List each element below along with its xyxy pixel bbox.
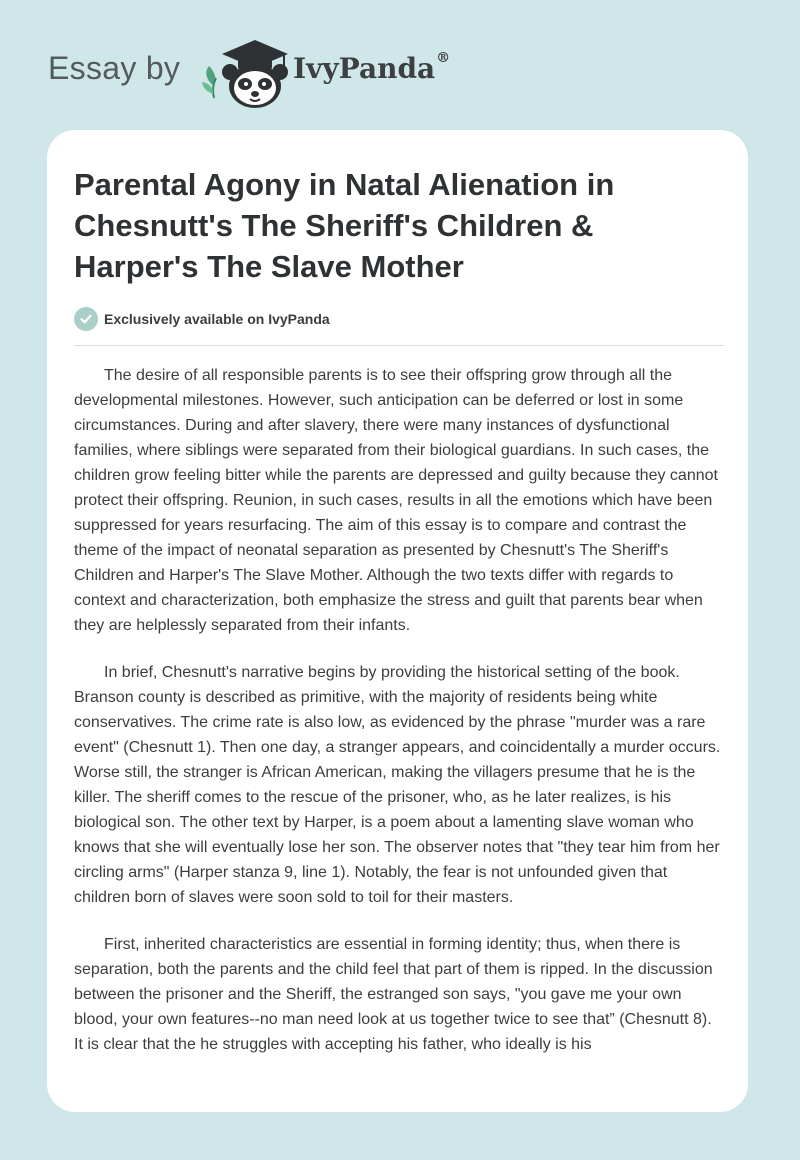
registered-mark: ® <box>436 50 451 66</box>
essay-title: Parental Agony in Natal Alienation in Chesnutt's The Sheriff's Children & Harper's The Slave Mother <box>74 167 615 284</box>
essay-body <box>74 363 725 1079</box>
check-icon <box>74 307 98 331</box>
paragraph: The desire of all responsible parents is to see their offspring grow through all the developmental milestones. However, such anticipation can be deferred or lost in some circumstances. During and after slavery, there were many instances of dysfunctional families, where siblings were separated from their biological guardians. In such cases, the children grow feeling bitter while the parents are depressed and guilty because they cannot protect their offspring. Reunion, in such cases, results in all the emotions which have been suppressed for years resurfacing. The aim of this essay is to compare and contrast the theme of the impact of neonatal separation as presented by Chesnutt's The Sheriff's Children and Harper's The Slave Mother. Although the two texts differ with regards to context and characterization, both emphasize the stress and guilt that parents bear when they are helplessly separated from their infants. <box>74 367 718 634</box>
brand-text: IvyPanda <box>293 52 436 85</box>
panda-logo-icon[interactable] <box>200 34 290 110</box>
essay-by-label: Essay by <box>48 50 181 86</box>
paragraph: First, inherited characteristics are essential in forming identity; thus, when there is separation, both the parents and the child feel that part of them is ripped. In the discussion between the prisoner and the Sheriff, the estranged son says, "you gave me your own blood, your own features--no man need look at us together twice to see that” (Chesnutt 8). It is clear that the he struggles with accepting his father, who ideally is his <box>74 936 713 1053</box>
site-header <box>0 0 800 130</box>
paragraph: In brief, Chesnutt's narrative begins by providing the historical setting of the book. Branson county is described as primitive, with the majority of residents being white conservatives. The crime rate is also low, as evidenced by the phrase "murder was a rare event" (Chesnutt 1). Then one day, a stranger appears, and coincidentally a murder occurs. Worse still, the stranger is African American, making the villagers presume that he is the killer. The sheriff comes to the rescue of the prisoner, who, as he later realizes, is his biological son. The other text by Harper, is a poem about a lamenting slave woman who knows that she will eventually lose her son. The observer notes that "they tear him from her circling arms" (Harper stanza 9, line 1). Notably, the fear is not unfounded given that children born of slaves were soon sold to toil for their masters. <box>74 664 721 906</box>
exclusive-badge <box>74 306 330 332</box>
exclusive-label: Exclusively available on IvyPanda <box>104 311 330 327</box>
divider <box>74 345 724 346</box>
brand-name[interactable] <box>293 52 450 85</box>
essay-card <box>47 130 748 1112</box>
